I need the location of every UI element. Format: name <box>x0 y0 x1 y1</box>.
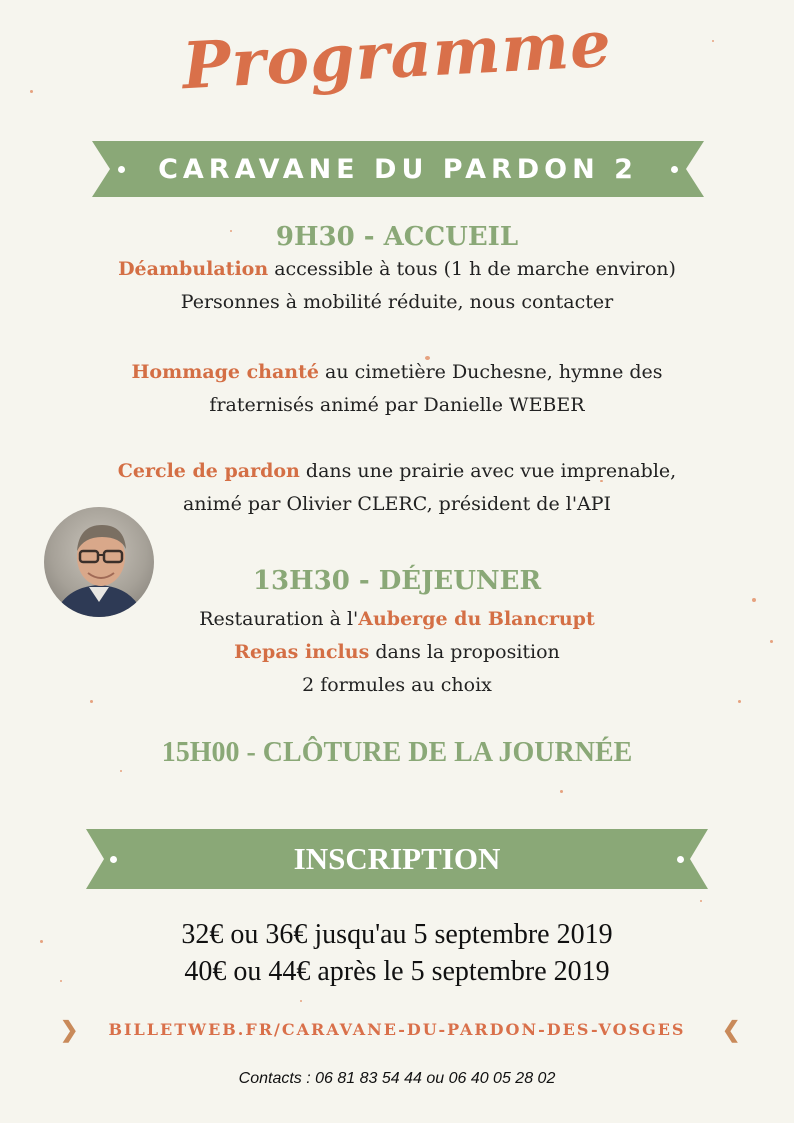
text: accessible à tous (1 h de marche environ) <box>268 258 676 280</box>
speck <box>700 900 702 902</box>
inscription-title: INSCRIPTION <box>293 841 501 876</box>
dejeuner-line-2 <box>0 636 794 669</box>
cercle-line-1 <box>0 455 794 488</box>
text: dans la proposition <box>369 641 560 663</box>
dejeuner-section <box>0 565 794 702</box>
highlight: Cercle de pardon <box>117 460 300 482</box>
price-line-1: 32€ ou 36€ jusqu'au 5 septembre 2019 <box>181 919 613 950</box>
text: Restauration à l' <box>199 608 359 630</box>
event-banner-title: CARAVANE DU PARDON 2 <box>158 153 638 185</box>
accueil-line-2: Personnes à mobilité réduite, nous contacter <box>180 291 614 313</box>
speck <box>560 790 563 793</box>
highlight: Repas inclus <box>234 641 370 663</box>
highlight: Auberge du Blancrupt <box>358 608 595 630</box>
inscription-banner <box>86 829 708 889</box>
dejeuner-line-3: 2 formules au choix <box>302 674 492 696</box>
accueil-line-1 <box>0 253 794 286</box>
accueil-heading: 9H30 - ACCUEIL <box>275 222 519 252</box>
event-banner <box>92 141 704 197</box>
registration-link-row <box>0 1017 794 1043</box>
speck <box>300 1000 302 1002</box>
hommage-line-1 <box>0 356 794 389</box>
speck <box>120 770 122 772</box>
text: au cimetière Duchesne, hymne des <box>319 361 663 383</box>
text: dans une prairie avec vue imprenable, <box>299 460 677 482</box>
cloture-heading: 15H00 - CLÔTURE DE LA JOURNÉE <box>161 737 633 768</box>
contacts: Contacts : 06 81 83 54 44 ou 06 40 05 28 02 <box>238 1070 556 1087</box>
hommage-section <box>0 356 794 422</box>
highlight: Hommage chanté <box>131 361 319 383</box>
chevron-left-icon: ❮ <box>722 1017 741 1043</box>
chevron-right-icon: ❯ <box>60 1017 79 1043</box>
highlight: Déambulation <box>118 258 269 280</box>
cercle-line-2: animé par Olivier CLERC, président de l'API <box>182 493 612 515</box>
registration-link[interactable]: BILLETWEB.FR/CARAVANE-DU-PARDON-DES-VOSGES <box>108 1020 686 1039</box>
page-title: Programme <box>180 6 614 105</box>
accueil-section <box>0 221 794 319</box>
price-line-2: 40€ ou 44€ après le 5 septembre 2019 <box>184 956 610 987</box>
hommage-line-2: fraternisés animé par Danielle WEBER <box>209 394 585 416</box>
dejeuner-heading: 13H30 - DÉJEUNER <box>252 566 542 596</box>
dejeuner-line-1 <box>0 603 794 636</box>
